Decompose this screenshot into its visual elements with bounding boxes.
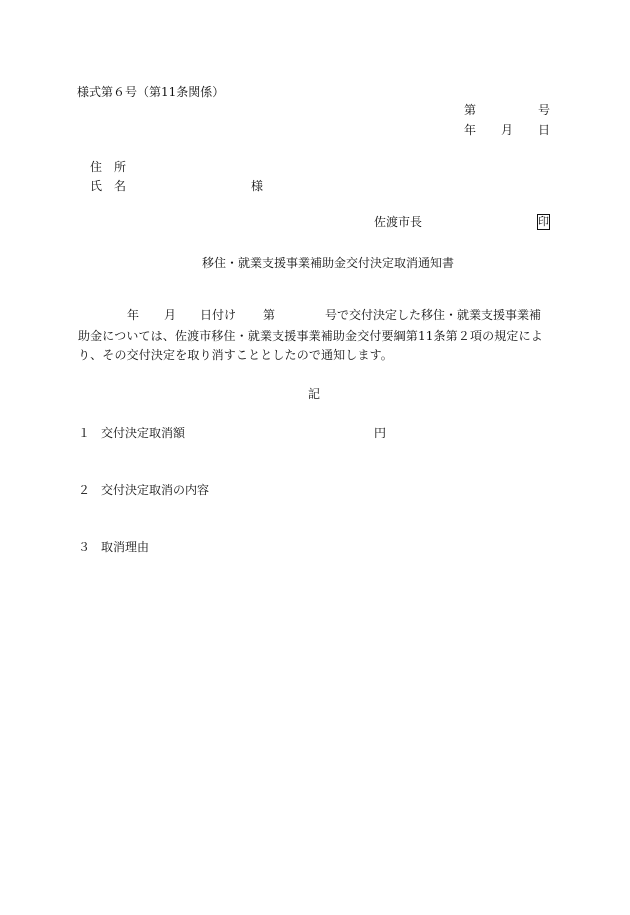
item-2-number: ２ xyxy=(78,483,91,497)
body-line1-tail: 号で交付決定した移住・就業支援事業補 xyxy=(325,308,542,322)
recipient-honorific: 様 xyxy=(251,179,264,193)
body-line-2: 助金については、佐渡市移住・就業支援事業補助金交付要綱第11条第２項の規定によ xyxy=(78,329,543,343)
recipient-address-label: 住 所 xyxy=(90,160,127,174)
body-line-3: り、その交付決定を取り消すこととしたので通知します。 xyxy=(78,348,393,362)
date-day: 日 xyxy=(538,123,551,137)
item-1-number: １ xyxy=(78,426,91,440)
item-2-label: 交付決定取消の内容 xyxy=(101,483,210,497)
item-3-number: ３ xyxy=(78,540,91,554)
item-1-unit: 円 xyxy=(374,426,387,440)
date-month: 月 xyxy=(501,123,514,137)
document-number-suffix: 号 xyxy=(538,103,551,117)
seal-stamp: 印 xyxy=(538,215,549,228)
note-heading: 記 xyxy=(308,387,321,401)
body-month: 月 xyxy=(164,308,177,322)
recipient-name-label: 氏 名 xyxy=(90,179,127,193)
body-year: 年 xyxy=(127,308,140,322)
body-number-prefix: 第 xyxy=(263,308,276,322)
date-year: 年 xyxy=(464,123,477,137)
body-dated: 日付け xyxy=(200,308,237,322)
document-number-prefix: 第 xyxy=(464,103,477,117)
item-3-label: 取消理由 xyxy=(101,540,150,554)
item-1-label: 交付決定取消額 xyxy=(101,426,186,440)
form-label: 様式第６号（第11条関係） xyxy=(77,85,225,99)
sender-name: 佐渡市長 xyxy=(374,215,423,229)
document-title: 移住・就業支援事業補助金交付決定取消通知書 xyxy=(202,256,455,270)
